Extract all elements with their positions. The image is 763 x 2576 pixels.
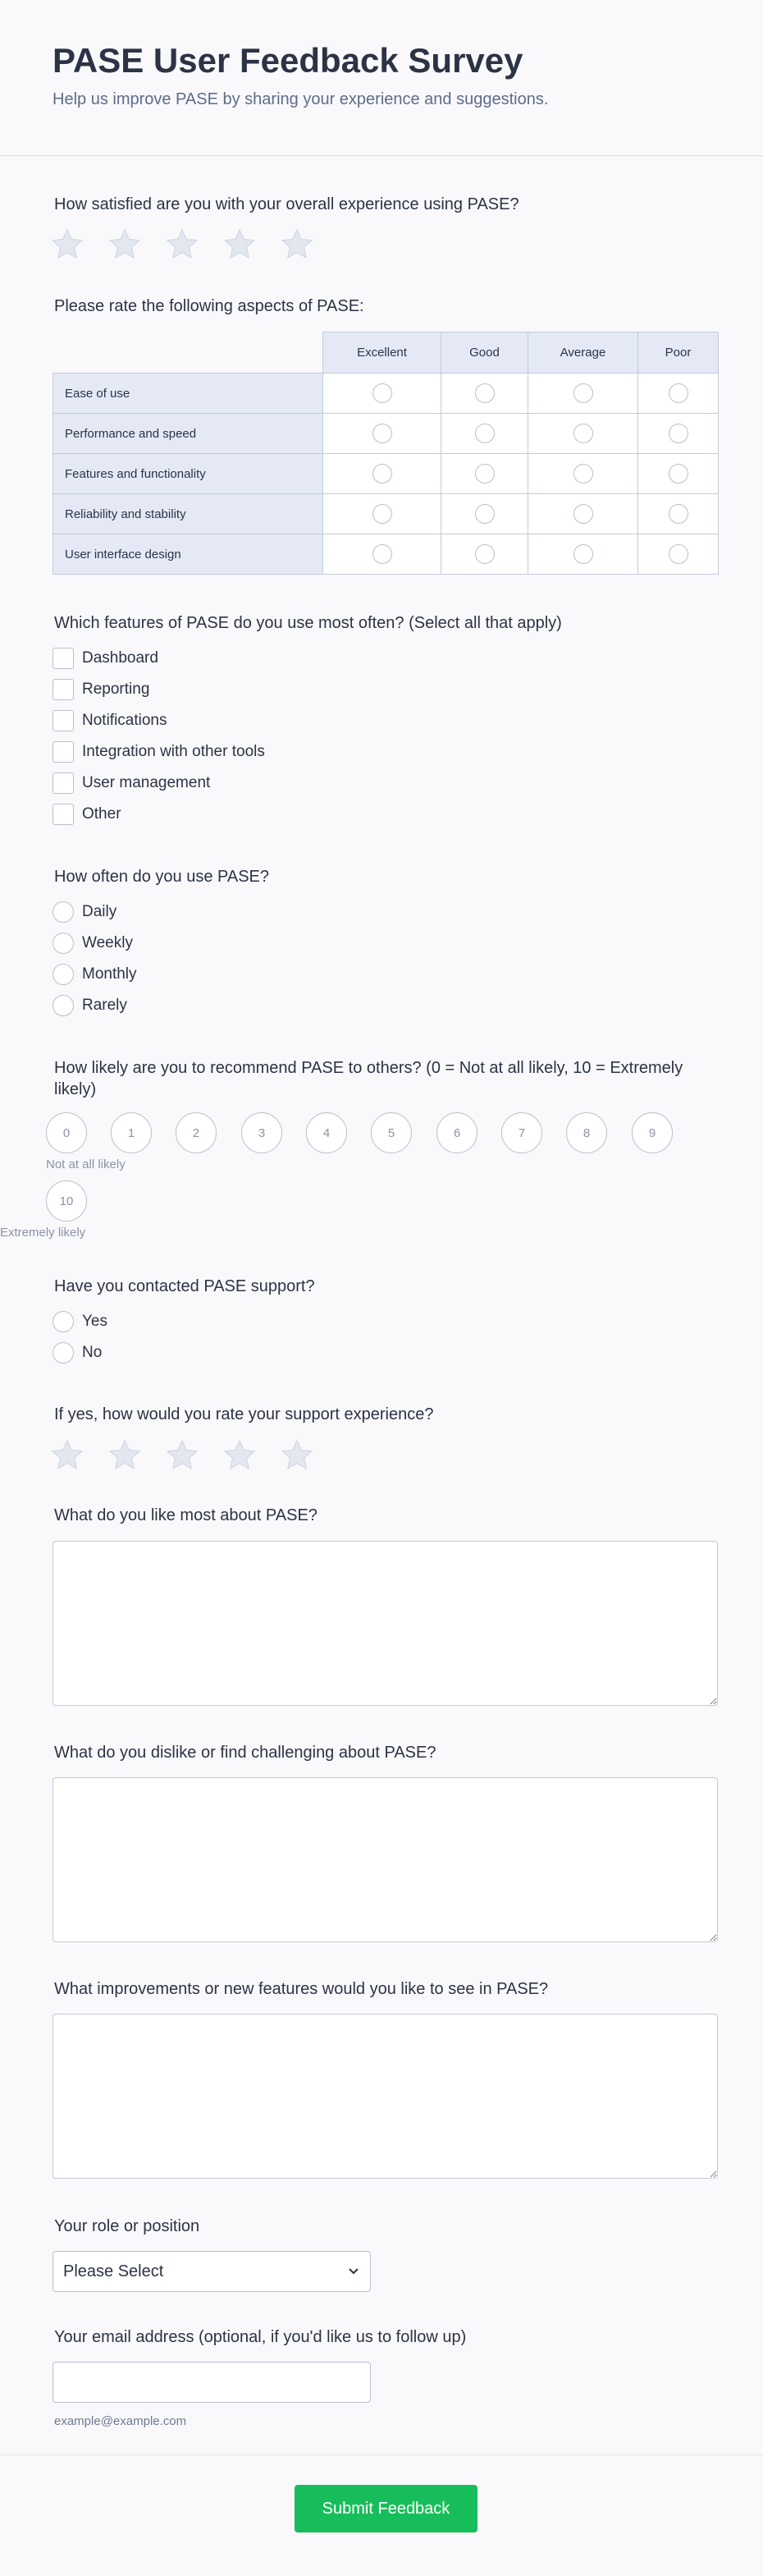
matrix-radio[interactable]: [372, 544, 392, 564]
matrix-radio[interactable]: [669, 424, 688, 443]
matrix-radio[interactable]: [372, 383, 392, 403]
matrix-column-header: Poor: [638, 332, 719, 374]
matrix-row: [53, 494, 719, 534]
email-field[interactable]: [53, 2362, 371, 2403]
question-support-rating-label: If yes, how would you rate your support experience?: [54, 1405, 434, 1423]
checkbox[interactable]: [53, 710, 74, 731]
feature-option[interactable]: [53, 679, 149, 700]
form-header: [0, 0, 763, 156]
radio-button[interactable]: [53, 933, 74, 954]
scale-option-5[interactable]: 5: [371, 1112, 412, 1153]
star-icon[interactable]: [281, 1439, 313, 1472]
star-icon[interactable]: [51, 228, 84, 261]
feature-option[interactable]: [53, 741, 265, 763]
chevron-down-icon: [347, 2265, 360, 2278]
matrix-radio[interactable]: [573, 464, 593, 484]
option-label: Yes: [82, 1313, 107, 1330]
star-icon[interactable]: [166, 1439, 199, 1472]
feature-option[interactable]: [53, 804, 121, 825]
question-improve-label: What improvements or new features would you like to see in PASE?: [54, 1980, 549, 1998]
page-title: PASE User Feedback Survey: [53, 41, 523, 80]
question-role-label: Your role or position: [54, 2217, 200, 2235]
option-label: Other: [82, 805, 121, 823]
matrix-row-label: Reliability and stability: [53, 494, 323, 534]
matrix-radio[interactable]: [573, 504, 593, 524]
scale-low-label: Not at all likely: [46, 1157, 126, 1171]
matrix-radio[interactable]: [573, 424, 593, 443]
star-icon[interactable]: [51, 1439, 84, 1472]
role-select[interactable]: [53, 2251, 371, 2292]
feature-option[interactable]: [53, 772, 210, 794]
question-dislike-label: What do you dislike or find challenging about PASE?: [54, 1744, 436, 1762]
question-like-label: What do you like most about PASE?: [54, 1506, 318, 1524]
matrix-row: [53, 534, 719, 575]
email-sublabel: example@example.com: [54, 2414, 187, 2428]
checkbox[interactable]: [53, 804, 74, 825]
question-email-label: Your email address (optional, if you'd like us to follow up): [54, 2328, 467, 2346]
radio-button[interactable]: [53, 995, 74, 1016]
role-select-value: Please Select: [63, 2262, 164, 2280]
matrix-row: [53, 414, 719, 454]
matrix-radio[interactable]: [475, 383, 495, 403]
matrix-row-label: Features and functionality: [53, 454, 323, 494]
star-icon[interactable]: [281, 228, 313, 261]
scale-option-3[interactable]: 3: [241, 1112, 282, 1153]
option-label: No: [82, 1344, 103, 1361]
frequency-option[interactable]: [53, 995, 127, 1016]
radio-button[interactable]: [53, 901, 74, 923]
matrix-column-header: Excellent: [323, 332, 441, 374]
checkbox[interactable]: [53, 648, 74, 669]
matrix-column-header: Average: [528, 332, 638, 374]
checkbox[interactable]: [53, 741, 74, 763]
star-icon[interactable]: [108, 1439, 141, 1472]
scale-option-0[interactable]: 0: [46, 1112, 87, 1153]
option-label: Monthly: [82, 965, 137, 983]
question-support-label: Have you contacted PASE support?: [54, 1277, 315, 1295]
scale-option-7[interactable]: 7: [501, 1112, 542, 1153]
frequency-option[interactable]: [53, 901, 117, 923]
matrix-radio[interactable]: [475, 544, 495, 564]
radio-button[interactable]: [53, 964, 74, 985]
option-label: Rarely: [82, 997, 127, 1014]
option-label: Reporting: [82, 681, 150, 698]
checkbox[interactable]: [53, 679, 74, 700]
like-textarea[interactable]: [53, 1541, 718, 1706]
page-subtitle: Help us improve PASE by sharing your experience and suggestions.: [53, 90, 549, 108]
scale-option-10[interactable]: 10: [46, 1180, 87, 1222]
matrix-row: [53, 374, 719, 414]
option-label: Integration with other tools: [82, 743, 265, 760]
feature-option[interactable]: [53, 710, 167, 731]
matrix-column-header: Good: [441, 332, 528, 374]
question-recommend-label: How likely are you to recommend PASE to others? (0 = Not at all likely, 10 = Extremely likely): [54, 1059, 683, 1098]
star-icon[interactable]: [223, 228, 256, 261]
matrix-row-label: Performance and speed: [53, 414, 323, 454]
aspects-rating-matrix: [53, 332, 719, 575]
checkbox[interactable]: [53, 772, 74, 794]
matrix-row: [53, 454, 719, 494]
feature-option[interactable]: [53, 648, 158, 669]
star-icon[interactable]: [108, 228, 141, 261]
satisfaction-star-rating: [51, 228, 313, 261]
scale-option-6[interactable]: 6: [436, 1112, 477, 1153]
question-aspects-label: Please rate the following aspects of PASE:: [54, 297, 364, 315]
scale-option-1[interactable]: 1: [111, 1112, 152, 1153]
matrix-radio[interactable]: [669, 464, 688, 484]
star-icon[interactable]: [166, 228, 199, 261]
matrix-radio[interactable]: [669, 383, 688, 403]
matrix-radio[interactable]: [475, 504, 495, 524]
question-features-label: Which features of PASE do you use most often? (Select all that apply): [54, 614, 562, 632]
scale-option-9[interactable]: 9: [632, 1112, 673, 1153]
option-label: Dashboard: [82, 649, 158, 667]
dislike-textarea[interactable]: [53, 1777, 718, 1942]
matrix-row-label: Ease of use: [53, 374, 323, 414]
matrix-radio[interactable]: [372, 424, 392, 443]
submit-button[interactable]: Submit Feedback: [295, 2485, 477, 2532]
matrix-radio[interactable]: [669, 504, 688, 524]
matrix-radio[interactable]: [573, 544, 593, 564]
question-frequency-label: How often do you use PASE?: [54, 868, 270, 886]
support-option[interactable]: [53, 1342, 102, 1364]
matrix-radio[interactable]: [475, 424, 495, 443]
option-label: Weekly: [82, 934, 133, 951]
matrix-radio[interactable]: [475, 464, 495, 484]
improve-textarea[interactable]: [53, 2014, 718, 2179]
matrix-radio[interactable]: [573, 383, 593, 403]
radio-button[interactable]: [53, 1342, 74, 1364]
scale-option-8[interactable]: 8: [566, 1112, 607, 1153]
option-label: Notifications: [82, 712, 167, 729]
radio-button[interactable]: [53, 1311, 74, 1332]
frequency-option[interactable]: [53, 964, 137, 985]
support-option[interactable]: [53, 1311, 107, 1332]
question-satisfaction-label: How satisfied are you with your overall experience using PASE?: [54, 195, 519, 213]
frequency-option[interactable]: [53, 933, 133, 954]
scale-option-2[interactable]: 2: [176, 1112, 217, 1153]
scale-option-4[interactable]: 4: [306, 1112, 347, 1153]
matrix-radio[interactable]: [372, 464, 392, 484]
matrix-radio[interactable]: [372, 504, 392, 524]
matrix-radio[interactable]: [669, 544, 688, 564]
matrix-row-label: User interface design: [53, 534, 323, 575]
option-label: Daily: [82, 903, 117, 920]
option-label: User management: [82, 774, 211, 791]
support-star-rating: [51, 1439, 313, 1472]
scale-high-label: Extremely likely: [0, 1226, 86, 1240]
star-icon[interactable]: [223, 1439, 256, 1472]
